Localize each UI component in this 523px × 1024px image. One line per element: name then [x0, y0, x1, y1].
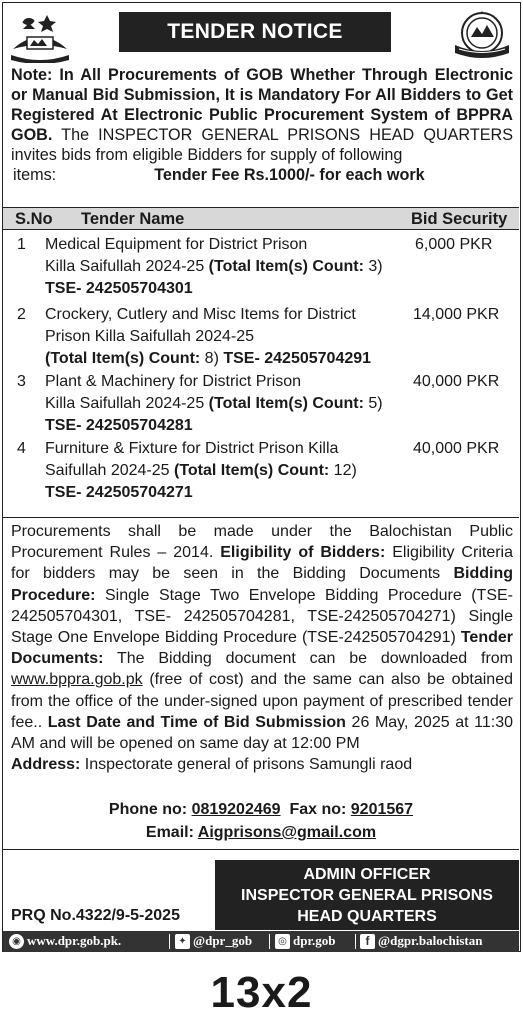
fax-number[interactable]: 9201567 [350, 801, 414, 818]
row-name-text: Killa Saifullah 2024-25 [45, 395, 209, 412]
mandatory-note: Note: In All Procurements of GOB Whether Through Electronic or Manual Bid Submission, It is Mandatory For All Bidders to Get Registered At Electronic Public Procurement System of BPPRA GOB. [11, 66, 513, 144]
table-row [3, 234, 519, 304]
row-name-line: Medical Equipment for District Prison [45, 236, 308, 253]
row-name-line [45, 393, 405, 415]
row-name-line: Crockery, Cutlery and Misc Items for District [45, 306, 356, 323]
eligibility-text: Eligibility Criteria for bidders may be seen in the Bidding Documents [11, 544, 513, 583]
row-item-count: 3) [363, 258, 383, 275]
instagram-icon: ◎ [275, 934, 290, 949]
notice-header [3, 3, 519, 65]
row-item-count-label: (Total Item(s) Count: [45, 350, 201, 367]
contact-email [3, 822, 519, 843]
footer-separator [355, 934, 356, 949]
row-name-line [45, 256, 405, 278]
row-name-line: Plant & Machinery for District Prison [45, 373, 302, 390]
row-tse-number: TSE- 242505704291 [223, 350, 372, 367]
bppra-website-link[interactable]: www.bppra.gob.pk [11, 671, 143, 689]
row-bid-security: 14,000 PKR [413, 306, 500, 323]
email-label: Email: [145, 824, 198, 841]
twitter-icon: ✦ [175, 934, 190, 949]
table-row [3, 438, 519, 508]
row-bid-security: 6,000 PKR [415, 236, 493, 253]
intro-text: The INSPECTOR GENERAL PRISONS HEAD QUARTERS invites bids from eligible Bidders for supply of following [11, 126, 513, 164]
footer-instagram-text: dpr.gob [293, 933, 336, 948]
facebook-icon: f [360, 934, 375, 949]
fax-label: Fax no: [289, 801, 351, 818]
table-header [3, 207, 519, 230]
items-label: items: [13, 166, 57, 184]
government-emblem-icon [7, 9, 73, 63]
row-tender-name [45, 438, 405, 504]
signature-department: INSPECTOR GENERAL PRISONS [241, 887, 493, 904]
prq-number: PRQ No.4322/9-5-2025 [11, 907, 180, 924]
row-name-line: Prison Killa Saifullah 2024-25 [45, 328, 255, 345]
documents-text-cont: (free of cost) and the same can also be obtained from the office of the under-signed upon payment of prescribed tender fee.. [11, 671, 513, 731]
table-row [3, 304, 519, 371]
row-bid-security: 40,000 PKR [413, 440, 500, 457]
phone-number[interactable]: 0819202469 [191, 801, 281, 818]
footer-facebook[interactable] [360, 933, 482, 949]
footer-separator [169, 934, 170, 949]
row-item-count: 12) [329, 462, 357, 479]
row-sno: 2 [17, 306, 26, 323]
contact-phone-fax [3, 799, 519, 820]
procedure-text: Single Stage Two Envelope Bidding Procedure (TSE-242505704301, TSE- 242505704281, TSE-242505704271) Single Stage One Envelope Bidding Procedure (TSE-242505704291) [11, 586, 513, 647]
footer-social-bar [3, 931, 519, 952]
section-divider [3, 849, 519, 850]
row-name-text: Killa Saifullah 2024-25 [45, 258, 209, 275]
row-name-text: Saifullah 2024-25 [45, 462, 174, 479]
phone-label: Phone no: [108, 801, 192, 818]
footer-instagram[interactable] [275, 933, 336, 949]
signature-office: HEAD QUARTERS [297, 908, 437, 925]
footer-facebook-text: @dgpr.balochistan [378, 933, 483, 948]
row-sno: 3 [17, 373, 26, 390]
row-tender-name [45, 234, 405, 300]
row-name-line [45, 460, 405, 482]
footer-website[interactable] [9, 933, 121, 949]
email-link[interactable]: Aigprisons@gmail.com [197, 824, 377, 841]
row-item-count-label: (Total Item(s) Count: [173, 462, 330, 479]
footer-twitter[interactable] [175, 933, 252, 949]
documents-label: Tender Documents: [11, 629, 513, 668]
procurement-details [11, 521, 513, 775]
row-name-line: Furniture & Fixture for District Prison Killa [45, 440, 339, 457]
intro-paragraph [11, 65, 513, 185]
row-tse-number: TSE- 242505704271 [45, 484, 193, 501]
globe-icon: ◉ [9, 934, 24, 949]
notice-frame [2, 2, 521, 952]
eligibility-label: Eligibility of Bidders: [220, 544, 386, 562]
footer-separator [269, 934, 270, 949]
tender-fee: Tender Fee Rs.1000/- for each work [154, 166, 425, 184]
row-sno: 1 [17, 236, 26, 253]
signature-block [215, 860, 519, 930]
footer-website-text: www.dpr.gob.pk. [27, 933, 122, 948]
rules-text: Procurements shall be made under the Balochistan Public Procurement Rules – 2014. [11, 523, 513, 562]
section-divider [3, 517, 519, 518]
footer-twitter-text: @dpr_gob [193, 933, 253, 948]
ad-size-label: 13x2 [210, 968, 313, 1017]
row-item-count: 5) [363, 395, 383, 412]
column-header-security: Bid Security [411, 210, 508, 228]
row-item-count: 8) [200, 350, 224, 367]
column-header-name: Tender Name [81, 210, 185, 228]
tender-table [3, 207, 519, 508]
address-text: Inspectorate general of prisons Samungli raod [80, 756, 413, 774]
table-row [3, 371, 519, 438]
row-item-count-label: (Total Item(s) Count: [208, 395, 364, 412]
row-tender-name [45, 304, 405, 370]
documents-text: The Bidding document can be downloaded from [103, 650, 513, 668]
row-item-count-label: (Total Item(s) Count: [208, 258, 364, 275]
column-header-sno: S.No [15, 210, 53, 228]
row-tender-name [45, 371, 405, 437]
row-bid-security: 40,000 PKR [413, 373, 500, 390]
row-tse-number: TSE- 242505704301 [45, 280, 193, 297]
signature-title: ADMIN OFFICER [303, 866, 431, 883]
prisons-emblem-icon [449, 9, 515, 63]
row-tse-number: TSE- 242505704281 [45, 417, 193, 434]
row-name-line [45, 348, 405, 370]
row-sno: 4 [17, 440, 26, 457]
address-label: Address: [11, 756, 81, 774]
deadline-text: 26 May, 2025 at 11:30 AM and will be opened on same day at 12:00 PM [11, 713, 514, 753]
page-title: TENDER NOTICE [119, 12, 391, 52]
procedure-label: Bidding Procedure: [11, 565, 513, 604]
deadline-label: Last Date and Time of Bid Submission [47, 713, 346, 731]
